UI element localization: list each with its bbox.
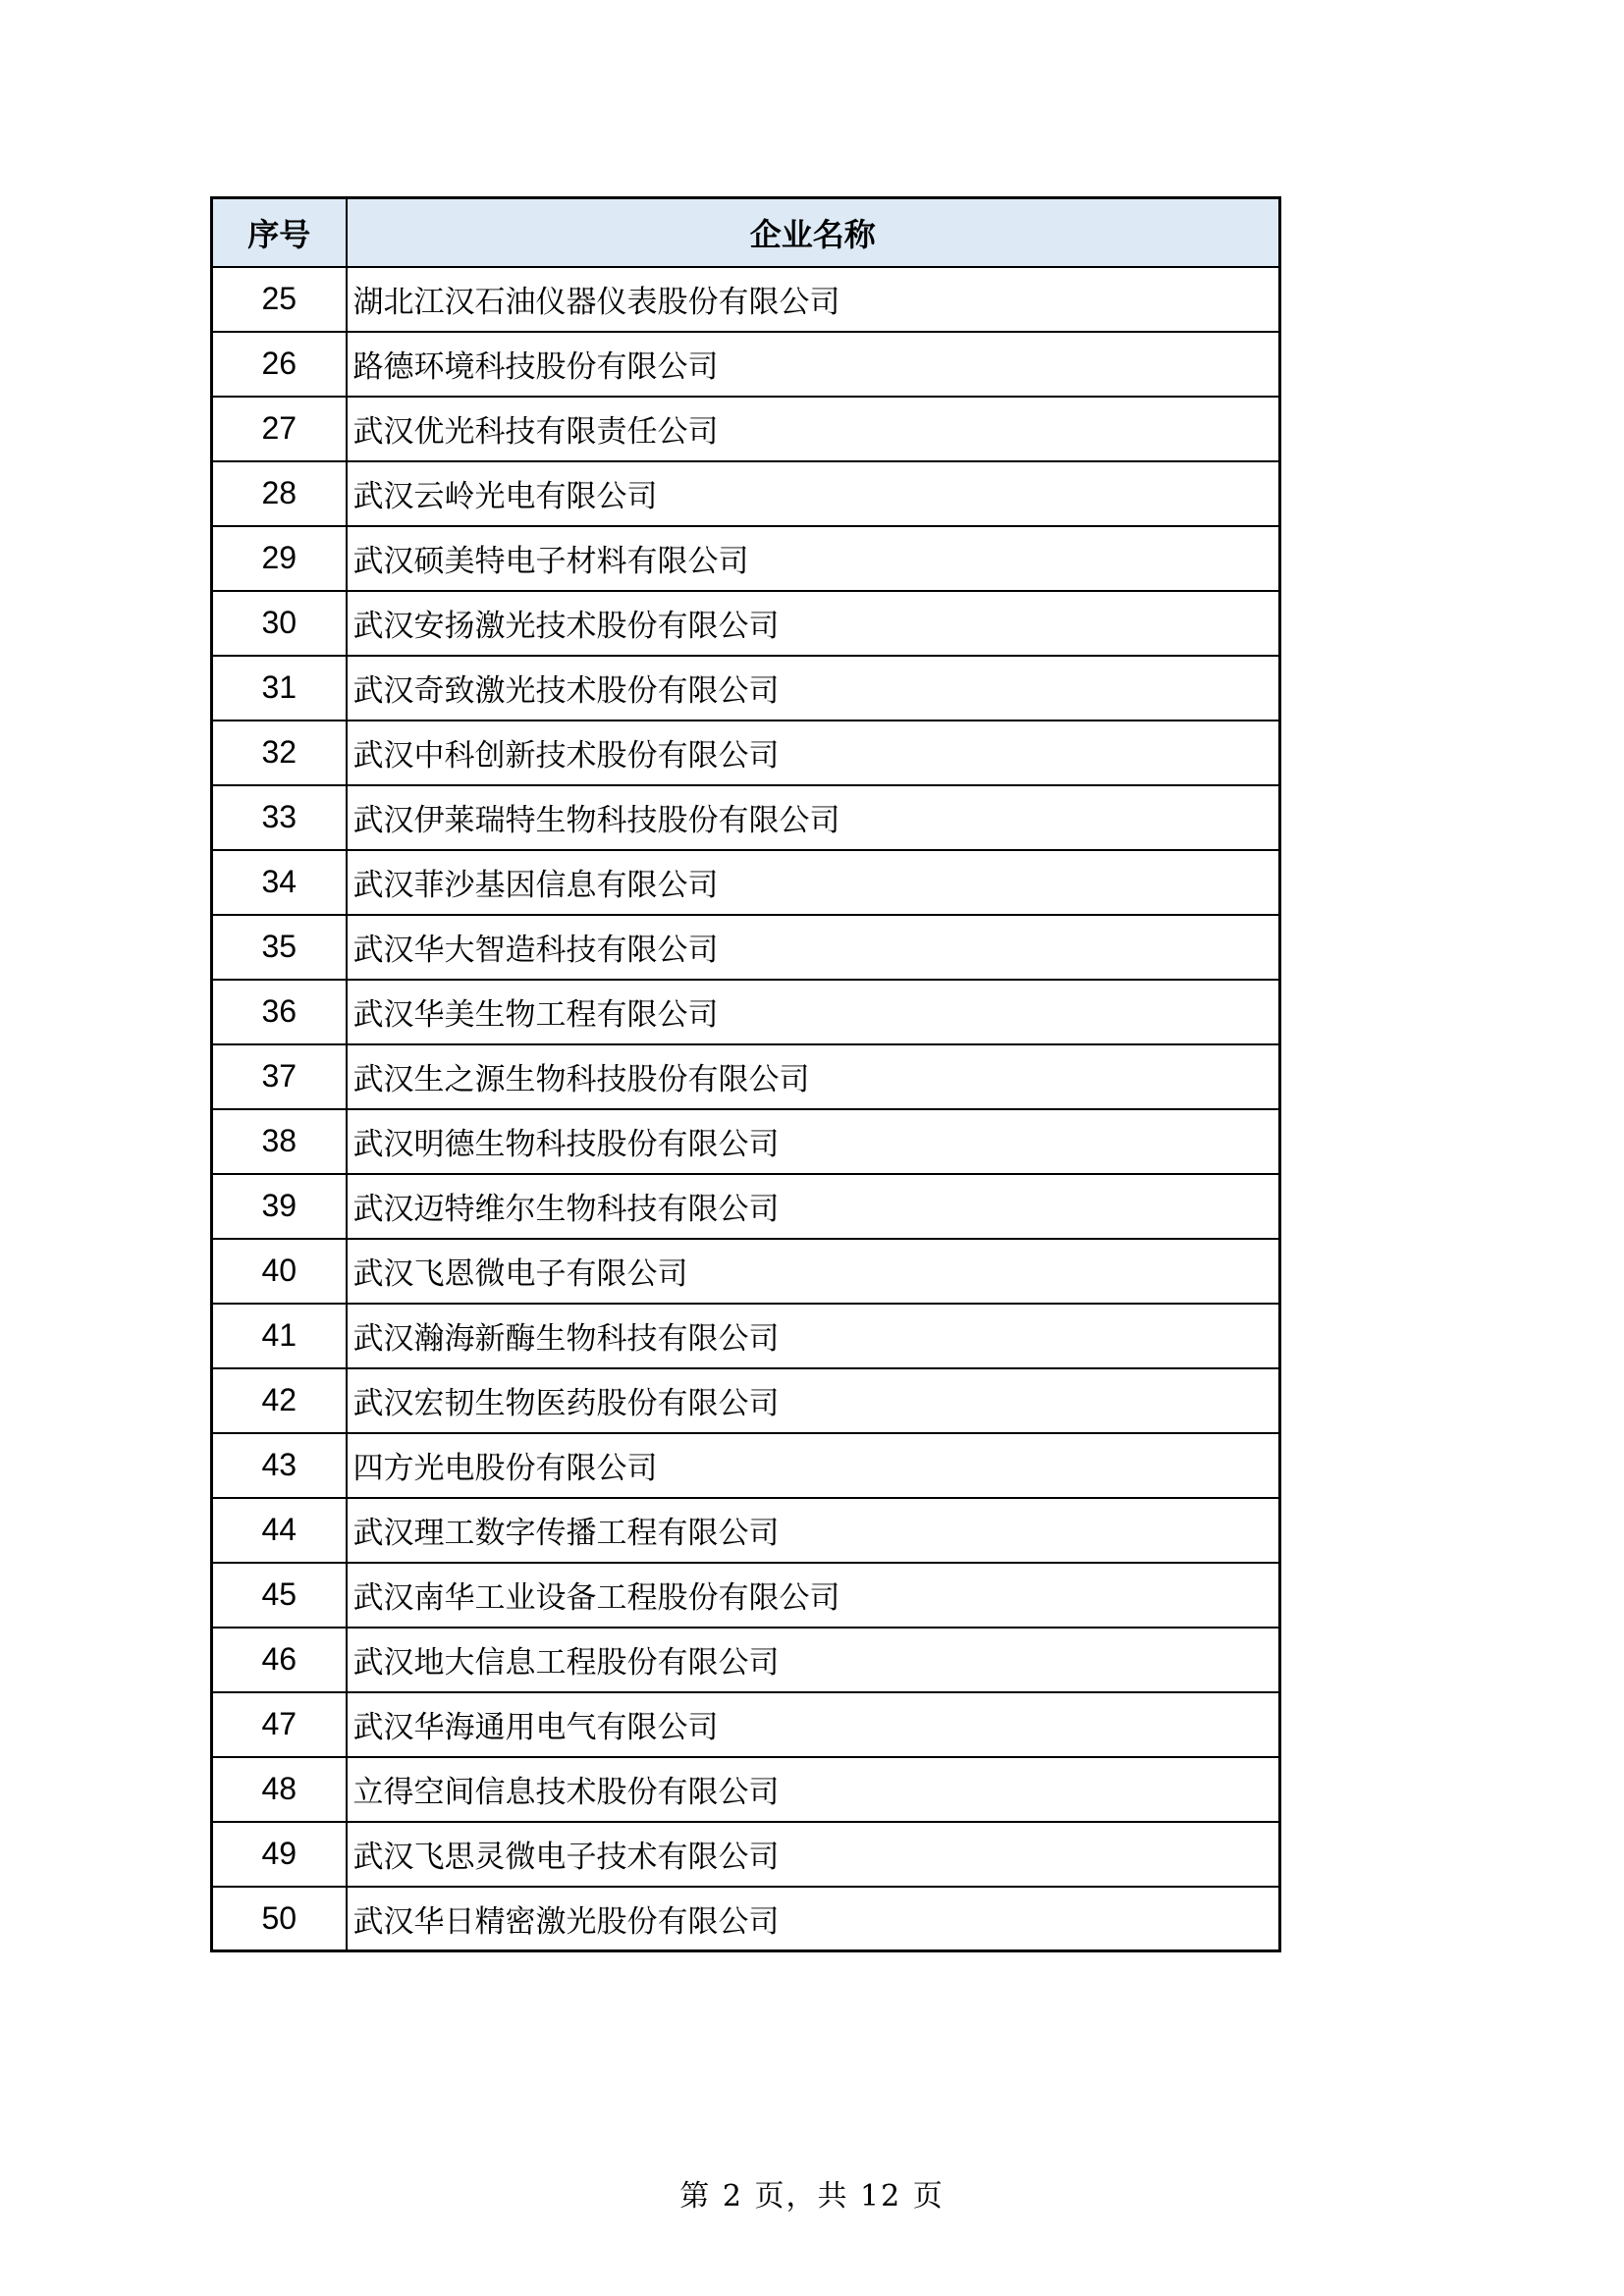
row-index-cell: 33 (212, 785, 347, 850)
column-header-index: 序号 (212, 198, 347, 267)
table-body (212, 267, 1280, 1951)
company-name-cell: 武汉华海通用电气有限公司 (347, 1692, 1280, 1757)
table-row (212, 1304, 1280, 1368)
table-row (212, 267, 1280, 332)
company-table-container (210, 196, 1281, 1952)
row-index-cell: 26 (212, 332, 347, 397)
row-index-cell: 31 (212, 656, 347, 721)
table-row (212, 656, 1280, 721)
company-name-cell: 武汉宏韧生物医药股份有限公司 (347, 1368, 1280, 1433)
row-index-cell: 45 (212, 1563, 347, 1628)
row-index-cell: 25 (212, 267, 347, 332)
row-index-cell: 28 (212, 461, 347, 526)
company-name-cell: 湖北江汉石油仪器仪表股份有限公司 (347, 267, 1280, 332)
company-name-cell: 武汉安扬激光技术股份有限公司 (347, 591, 1280, 656)
company-name-cell: 武汉硕美特电子材料有限公司 (347, 526, 1280, 591)
row-index-cell: 42 (212, 1368, 347, 1433)
row-index-cell: 46 (212, 1628, 347, 1692)
company-name-cell: 武汉华美生物工程有限公司 (347, 980, 1280, 1044)
table-row (212, 1887, 1280, 1951)
company-name-cell: 武汉飞恩微电子有限公司 (347, 1239, 1280, 1304)
row-index-cell: 30 (212, 591, 347, 656)
table-row (212, 1692, 1280, 1757)
row-index-cell: 34 (212, 850, 347, 915)
table-header-row (212, 198, 1280, 267)
table-row (212, 1757, 1280, 1822)
table-row (212, 1433, 1280, 1498)
row-index-cell: 27 (212, 397, 347, 461)
company-name-cell: 武汉华大智造科技有限公司 (347, 915, 1280, 980)
company-name-cell: 武汉奇致激光技术股份有限公司 (347, 656, 1280, 721)
table-row (212, 915, 1280, 980)
row-index-cell: 36 (212, 980, 347, 1044)
company-name-cell: 武汉飞思灵微电子技术有限公司 (347, 1822, 1280, 1887)
row-index-cell: 35 (212, 915, 347, 980)
company-name-cell: 武汉迈特维尔生物科技有限公司 (347, 1174, 1280, 1239)
row-index-cell: 48 (212, 1757, 347, 1822)
company-name-cell: 武汉南华工业设备工程股份有限公司 (347, 1563, 1280, 1628)
table-row (212, 785, 1280, 850)
company-name-cell: 四方光电股份有限公司 (347, 1433, 1280, 1498)
company-name-cell: 武汉菲沙基因信息有限公司 (347, 850, 1280, 915)
table-row (212, 980, 1280, 1044)
row-index-cell: 39 (212, 1174, 347, 1239)
row-index-cell: 50 (212, 1887, 347, 1951)
company-name-cell: 路德环境科技股份有限公司 (347, 332, 1280, 397)
company-name-cell: 武汉伊莱瑞特生物科技股份有限公司 (347, 785, 1280, 850)
table-row (212, 1044, 1280, 1109)
row-index-cell: 29 (212, 526, 347, 591)
company-name-cell: 武汉瀚海新酶生物科技有限公司 (347, 1304, 1280, 1368)
table-row (212, 526, 1280, 591)
company-name-cell: 武汉云岭光电有限公司 (347, 461, 1280, 526)
table-row (212, 721, 1280, 785)
table-row (212, 1109, 1280, 1174)
row-index-cell: 32 (212, 721, 347, 785)
table-row (212, 850, 1280, 915)
company-name-cell: 武汉地大信息工程股份有限公司 (347, 1628, 1280, 1692)
table-row (212, 1368, 1280, 1433)
company-name-cell: 武汉生之源生物科技股份有限公司 (347, 1044, 1280, 1109)
company-name-cell: 武汉中科创新技术股份有限公司 (347, 721, 1280, 785)
company-table (210, 196, 1281, 1952)
table-row (212, 1563, 1280, 1628)
table-row (212, 1822, 1280, 1887)
table-row (212, 461, 1280, 526)
table-row (212, 1174, 1280, 1239)
table-row (212, 332, 1280, 397)
row-index-cell: 40 (212, 1239, 347, 1304)
table-row (212, 1498, 1280, 1563)
table-row (212, 1239, 1280, 1304)
row-index-cell: 38 (212, 1109, 347, 1174)
table-row (212, 397, 1280, 461)
row-index-cell: 41 (212, 1304, 347, 1368)
company-name-cell: 武汉明德生物科技股份有限公司 (347, 1109, 1280, 1174)
company-name-cell: 立得空间信息技术股份有限公司 (347, 1757, 1280, 1822)
table-row (212, 1628, 1280, 1692)
row-index-cell: 44 (212, 1498, 347, 1563)
row-index-cell: 49 (212, 1822, 347, 1887)
page-number-footer: 第 2 页，共 12 页 (679, 2179, 945, 2214)
column-header-name: 企业名称 (347, 198, 1280, 267)
row-index-cell: 37 (212, 1044, 347, 1109)
company-name-cell: 武汉华日精密激光股份有限公司 (347, 1887, 1280, 1951)
row-index-cell: 43 (212, 1433, 347, 1498)
company-name-cell: 武汉理工数字传播工程有限公司 (347, 1498, 1280, 1563)
row-index-cell: 47 (212, 1692, 347, 1757)
table-row (212, 591, 1280, 656)
company-name-cell: 武汉优光科技有限责任公司 (347, 397, 1280, 461)
